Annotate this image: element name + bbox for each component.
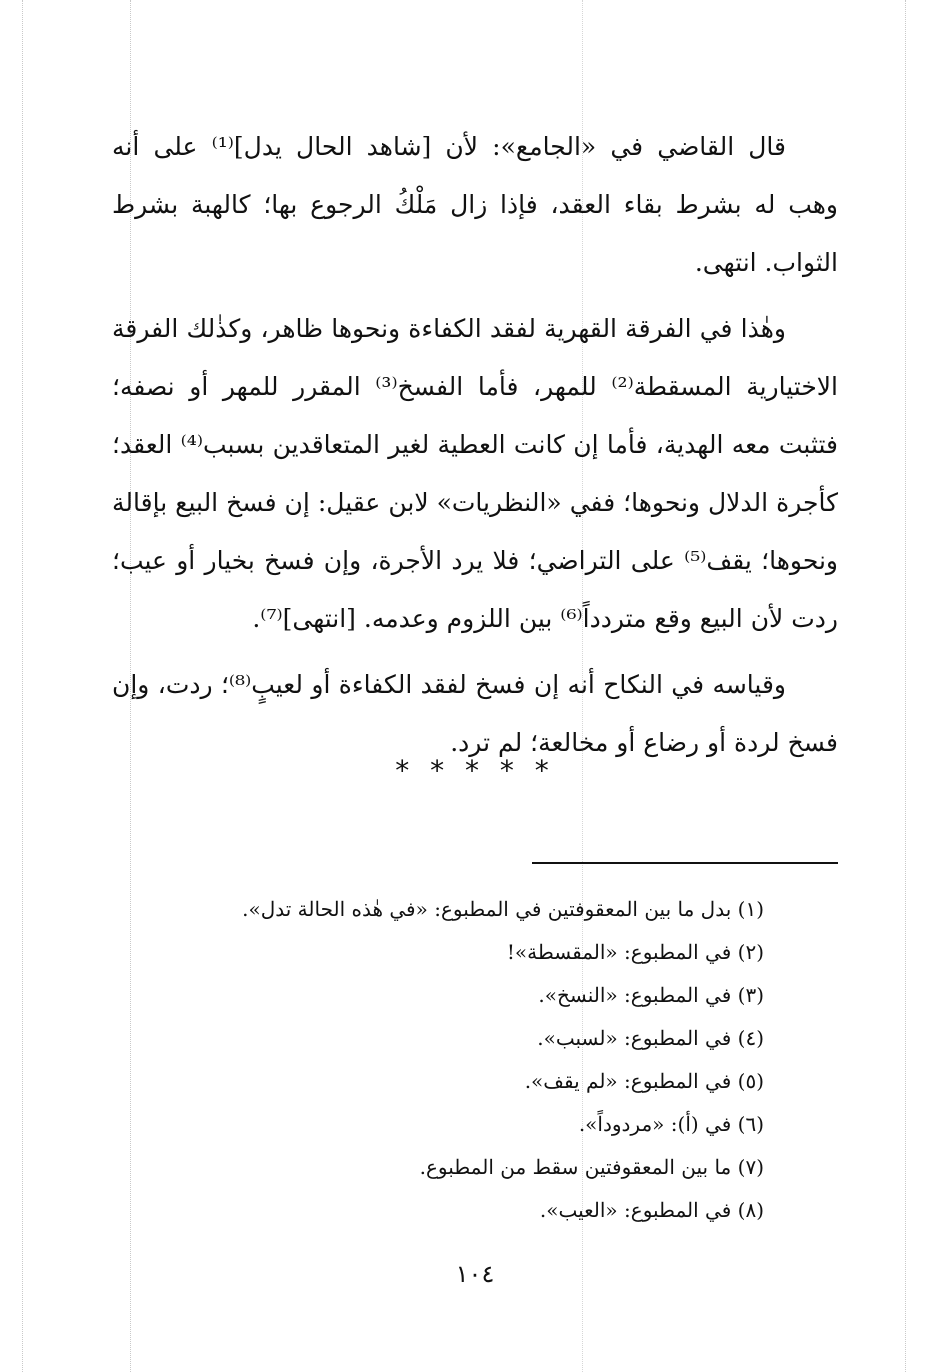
footnote-1: (١) بدل ما بين المعقوفتين في المطبوع: «في هٰذه الحالة تدل». [242,897,764,921]
footnote-8: (٨) في المطبوع: «العيب». [539,1198,764,1222]
footnote-7: (٧) ما بين المعقوفتين سقط من المطبوع. [419,1155,764,1179]
page-body [112,118,838,780]
footnote-rule [532,862,838,864]
scan-dotted-line [22,0,23,1372]
section-separator: * * * * * [395,754,555,787]
main-text [112,118,838,772]
footnote-4: (٤) في المطبوع: «لسبب». [537,1026,764,1050]
scan-dotted-line [905,0,906,1372]
page-number: ١٠٤ [455,1260,495,1288]
footnote-3: (٣) في المطبوع: «النسخ». [538,983,764,1007]
paragraph-2: وهٰذا في الفرقة القهرية لفقد الكفاءة ونحوها ظاهر، وكذٰلك الفرقة الاختيارية المسقطة⁽²⁾ للمهر، فأما الفسخ⁽³⁾ المقرر للمهر أو نصفه؛ فتثبت معه الهدية، فأما إن كانت العطية لغير المتعاقدين بسبب⁽⁴⁾ العقد؛ كأجرة الدلال ونحوها؛ ففي «النظريات» لابن عقيل: إن فسخ البيع بإقالة ونحوها؛ يقف⁽⁵⁾ على التراضي؛ فلا يرد الأجرة، وإن فسخ بخيار أو عيب؛ ردت لأن البيع وقع متردداً⁽⁶⁾ بين اللزوم وعدمه. [انتهى]⁽⁷⁾. [112,314,838,633]
footnote-2: (٢) في المطبوع: «المقسطة»! [506,940,764,964]
paragraph-3: وقياسه في النكاح أنه إن فسخ لفقد الكفاءة أو لعيبٍ⁽⁸⁾؛ ردت، وإن فسخ لردة أو رضاع أو مخالعة؛ لم ترد. [112,670,838,757]
footnote-6: (٦) في (أ): «مردوداً». [578,1112,764,1136]
footnotes [164,888,764,1232]
footnote-5: (٥) في المطبوع: «لم يقف». [524,1069,764,1093]
paragraph-1: قال القاضي في «الجامع»: لأن [شاهد الحال يدل]⁽¹⁾ على أنه وهب له بشرط بقاء العقد، فإذا زال مَلْكُ الرجوع بها؛ كالهبة بشرط الثواب. انتهى. [112,132,838,277]
